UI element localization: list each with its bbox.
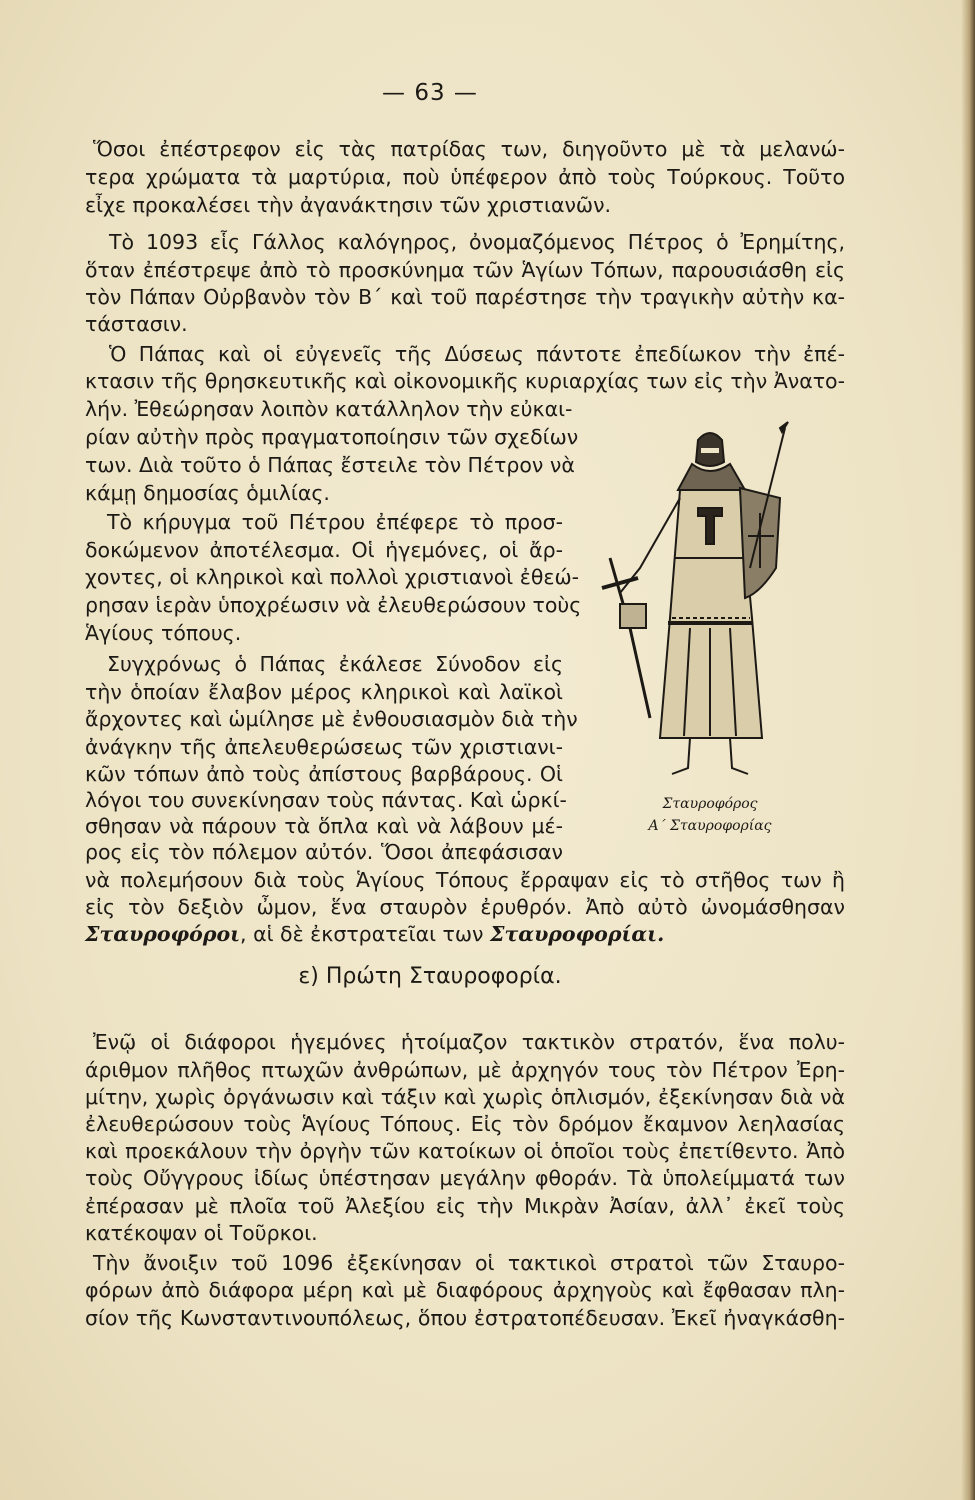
page-edge-shadow <box>961 0 975 1500</box>
text-line: κατέκοψαν οἱ Τοῦρκοι. <box>85 1221 318 1245</box>
text-line: ρησαν ἱερὰν ὑποχρέωσιν νὰ ἐλευθερώσουν τοὺς <box>85 593 582 617</box>
text-line: Ὅσοι ἐπέστρεφον εἰς τὰς πατρίδας των, διηγοῦντο μὲ τὰ μελανώ- <box>93 137 845 161</box>
text-line: ρίαν αὐτὴν πρὸς πραγματοποίησιν τῶν σχεδίων <box>85 425 579 449</box>
text-line: εἶχε προκαλέσει τὴν ἀγανάκτησιν τῶν χριστιανῶν. <box>85 193 612 217</box>
text-line: λήν. Ἐθεώρησαν λοιπὸν κατάλληλον τὴν εὐκαι- <box>85 397 573 421</box>
text-line: κτασιν τῆς θρησκευτικῆς καὶ οἰκονομικῆς κυριαρχίας των εἰς τὴν Ἀνατο- <box>85 369 845 393</box>
text-line: μίτην, χωρὶς ὀργάνωσιν καὶ τάξιν καὶ χωρὶς ὁπλισμόν, ἐξεκίνησαν διὰ νὰ <box>85 1085 845 1109</box>
text-line: ἐπέρασαν μὲ πλοῖα τοῦ Ἀλεξίου εἰς τὴν Μικρὰν Ἀσίαν, ἀλλ᾽ ἐκεῖ τοὺς <box>85 1194 845 1218</box>
text-line: εἰς τὸν δεξιὸν ὦμον, ἕνα σταυρὸν ἐρυθρόν. Ἀπὸ αὐτὸ ὠνομάσθησαν <box>85 895 845 919</box>
text-line: σίον τῆς Κωνσταντινουπόλεως, ὅπου ἐστρατοπέδευσαν. Ἐκεῖ ἠναγκάσθη- <box>85 1306 845 1330</box>
emphasis-line-middle: , αἱ δὲ ἐκστρατεῖαι των <box>240 922 491 946</box>
text-line: χοντες, οἱ κληρικοὶ καὶ πολλοὶ χριστιανοὶ ἐθεώ- <box>85 565 580 589</box>
illustration-caption-line2: Α΄ Σταυροφορίας <box>648 818 772 834</box>
text-line: Ἁγίους τόπους. <box>85 621 242 645</box>
text-line: νὰ πολεμήσουν διὰ τοὺς Ἁγίους Τόπους ἔρραψαν εἰς τὸ στῆθος των ἢ <box>85 868 845 892</box>
emphasis-line <box>85 921 845 948</box>
text-line: καὶ προεκάλουν τὴν ὀργὴν τῶν κατοίκων οἱ ὁποῖοι τοὺς ἐπετίθεντο. Ἀπὸ <box>85 1139 845 1163</box>
text-line: Τὴν ἄνοιξιν τοῦ 1096 ἐξεκίνησαν οἱ τακτικοὶ στρατοὶ τῶν Σταυρο- <box>93 1251 845 1275</box>
text-line: των. Διὰ τοῦτο ὁ Πάπας ἔστειλε τὸν Πέτρον νὰ <box>85 453 575 477</box>
term-crusaders: Σταυροφόροι <box>85 922 241 946</box>
text-line: Τὸ κήρυγμα τοῦ Πέτρου ἐπέφερε τὸ προσ- <box>107 510 563 534</box>
text-line: ἄρχοντες καὶ ὡμίλησε μὲ ἐνθουσιασμὸν διὰ τὴν <box>85 707 578 731</box>
crusader-knight-illustration <box>580 418 810 788</box>
page-number: — 63 — <box>382 80 478 106</box>
text-line: φόρων ἀπὸ διάφορα μέρη καὶ μὲ διαφόρους ἀρχηγοὺς καὶ ἔφθασαν πλη- <box>85 1278 845 1302</box>
text-line: τοὺς Οὔγγρους ἰδίως ὑπέστησαν μεγάλην φθοράν. Τὰ ὑπολείμματά των <box>85 1166 845 1190</box>
text-line: σθησαν νὰ πάρουν τὰ ὅπλα καὶ νὰ λάβουν μέ- <box>85 814 563 838</box>
text-line: λόγοι του συνεκίνησαν τοὺς πάντας. Καὶ ὡρκί- <box>85 788 567 812</box>
text-line: Συγχρόνως ὁ Πάπας ἐκάλεσε Σύνοδον εἰς <box>107 652 563 676</box>
text-line: τὸν Πάπαν Οὐρβανὸν τὸν Β΄ καὶ τοῦ παρέστησε τὴν τραγικὴν αὐτὴν κα- <box>85 285 845 309</box>
text-line: Ὁ Πάπας καὶ οἱ εὐγενεῖς τῆς Δύσεως πάντοτε ἐπεδίωκον τὴν ἐπέ- <box>109 342 845 366</box>
text-line: κάμῃ δημοσίας ὁμιλίας. <box>85 481 330 505</box>
illustration-caption-line1: Σταυροφόρος <box>662 796 758 812</box>
text-line: άριθμον πλῆθος πτωχῶν ἀνθρώπων, μὲ ἀρχηγόν τους τὸν Πέτρον Ἐρη- <box>85 1058 845 1082</box>
term-crusades: Σταυροφορίαι. <box>490 922 665 946</box>
text-line: δοκώμενον ἀποτέλεσμα. Οἱ ἡγεμόνες, οἱ ἄρ- <box>85 538 563 562</box>
text-line: τάστασιν. <box>85 312 188 336</box>
text-line: κῶν τόπων ἀπὸ τοὺς ἀπίστους βαρβάρους. Οἱ <box>85 762 563 786</box>
text-line: Ἐνῷ οἱ διάφοροι ἡγεμόνες ἡτοίμαζον τακτικὸν στρατόν, ἕνα πολυ- <box>93 1030 845 1054</box>
text-line: ρος εἰς τὸν πόλεμον αὐτόν. Ὅσοι ἀπεφάσισαν <box>85 840 563 864</box>
text-line: ἀνάγκην τῆς ἀπελευθερώσεως τῶν χριστιανι- <box>85 735 563 759</box>
text-line: ἐλευθερώσουν τοὺς Ἁγίους Τόπους. Εἰς τὸν δρόμον ἔκαμνον λεηλασίας <box>85 1112 845 1136</box>
text-line: ὅταν ἐπέστρεψε ἀπὸ τὸ προσκύνημα τῶν Ἁγίων Τόπων, παρουσιάσθη εἰς <box>85 258 845 282</box>
text-line: τερα χρώματα τὰ μαρτύρια, ποὺ ὑπέφερον ἀπὸ τοὺς Τούρκους. Τοῦτο <box>85 165 845 189</box>
text-line: Τὸ 1093 εἷς Γάλλος καλόγηρος, ὀνομαζόμενος Πέτρος ὁ Ἐρημίτης, <box>109 230 845 254</box>
section-heading: ε) Πρώτη Σταυροφορία. <box>298 964 562 989</box>
text-line: τὴν ὁποίαν ἔλαβον μέρος κληρικοὶ καὶ λαϊκοὶ <box>85 680 563 704</box>
